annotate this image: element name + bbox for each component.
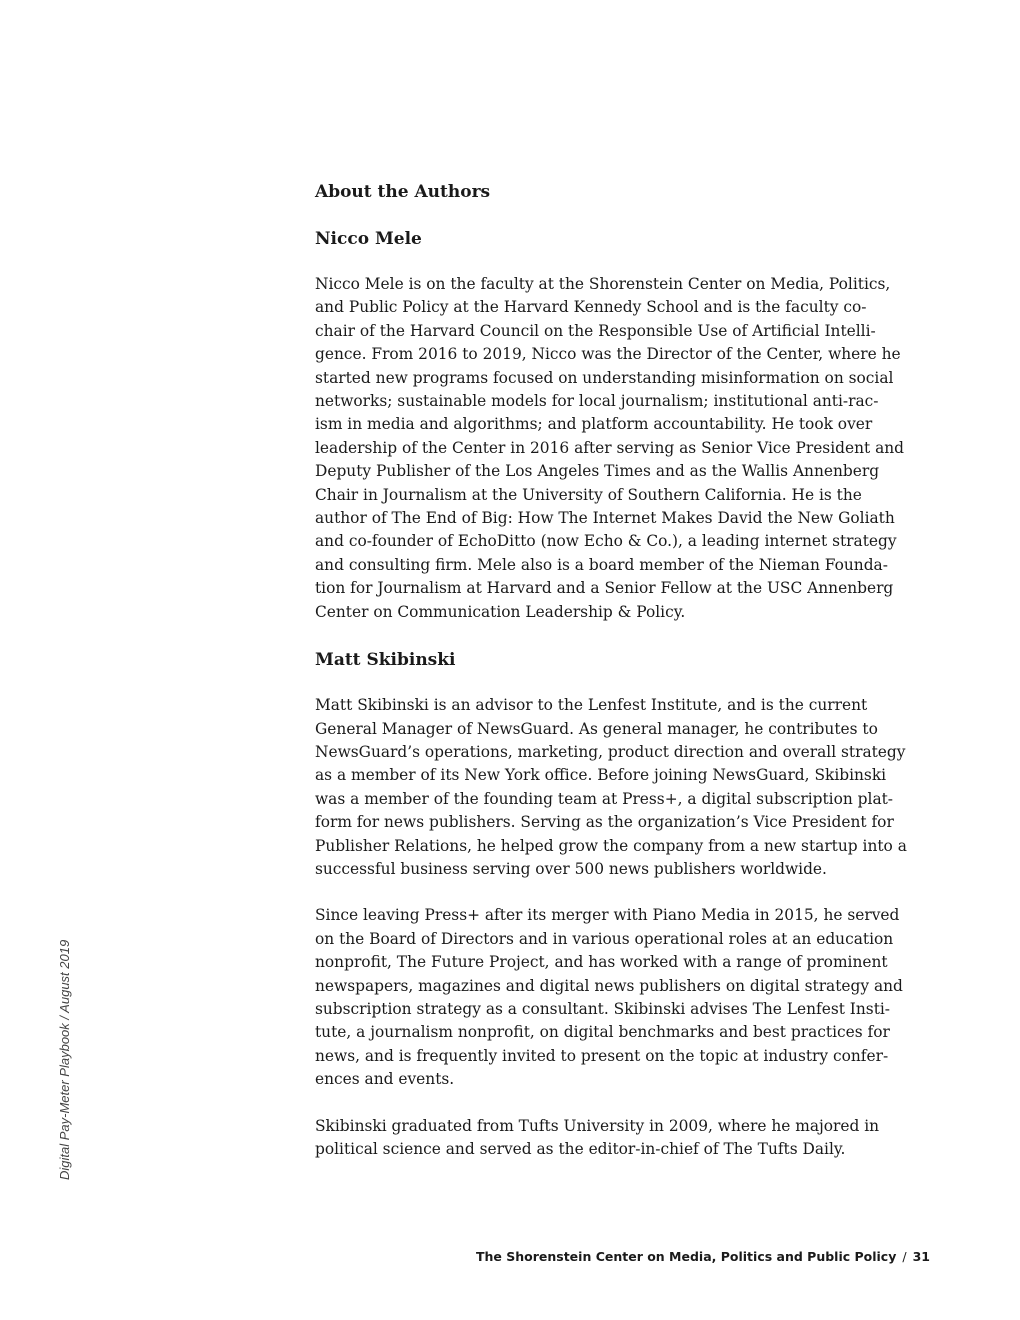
text-line: tion for Journalism at Harvard and a Senior Fellow at the USC Annenberg: [315, 579, 894, 598]
text-line: was a member of the founding team at Press+, a digital subscription plat-: [315, 789, 894, 808]
text-line: and co-founder of EchoDitto (now Echo & Co.), a leading internet strategy: [315, 532, 897, 551]
publication-date: August 2019: [57, 939, 72, 1013]
publication-title: Digital Pay-Meter Playbook: [57, 1023, 72, 1180]
text-line: Chair in Journalism at the University of Southern California. He is the: [315, 485, 862, 504]
footer-organization: The Shorenstein Center on Media, Politics and Public Policy: [475, 1249, 897, 1264]
section-title: About the Authors: [315, 182, 491, 202]
text-line: ences and events.: [315, 1070, 455, 1089]
text-line: as a member of its New York office. Before joining NewsGuard, Skibinski: [315, 766, 887, 785]
footer-separator: /: [902, 1249, 907, 1264]
text-line: started new programs focused on understanding misinformation on social: [315, 368, 894, 387]
page-footer: [476, 1249, 930, 1264]
text-line: Since leaving Press+ after its merger with Piano Media in 2015, he served: [315, 906, 900, 925]
text-line: leadership of the Center in 2016 after serving as Senior Vice President and: [315, 438, 905, 457]
text-line: General Manager of NewsGuard. As general manager, he contributes to: [315, 719, 878, 738]
text-line: Center on Communication Leadership & Policy.: [315, 602, 686, 621]
text-line: NewsGuard’s operations, marketing, product direction and overall strategy: [315, 742, 906, 761]
credit-separator: /: [57, 1015, 72, 1020]
text-line: successful business serving over 500 news publishers worldwide.: [315, 859, 827, 878]
text-line: networks; sustainable models for local journalism; institutional anti-rac-: [315, 392, 879, 411]
text-line: chair of the Harvard Council on the Responsible Use of Artificial Intelli-: [315, 321, 876, 340]
bio-paragraph-matt-skibinski-3: [315, 1115, 933, 1162]
text-line: newspapers, magazines and digital news publishers on digital strategy and: [315, 976, 903, 995]
text-line: nonprofit, The Future Project, and has worked with a range of prominent: [315, 953, 888, 972]
main-content: [315, 179, 933, 1184]
text-line: and Public Policy at the Harvard Kennedy School and is the faculty co-: [315, 298, 867, 317]
bio-paragraph-matt-skibinski-2: [315, 904, 933, 1091]
bio-paragraph-matt-skibinski-1: [315, 694, 933, 881]
publication-credit: [57, 940, 72, 1180]
text-line: tute, a journalism nonprofit, on digital benchmarks and best practices for: [315, 1023, 890, 1042]
text-line: on the Board of Directors and in various operational roles at an education: [315, 929, 894, 948]
text-line: Skibinski graduated from Tufts University in 2009, where he majored in: [315, 1116, 880, 1135]
text-line: gence. From 2016 to 2019, Nicco was the Director of the Center, where he: [315, 345, 901, 364]
text-line: subscription strategy as a consultant. Skibinski advises The Lenfest Insti-: [315, 999, 890, 1018]
text-line: Deputy Publisher of the Los Angeles Times and as the Wallis Annenberg: [315, 462, 880, 481]
text-line: political science and served as the editor-in-chief of The Tufts Daily.: [315, 1140, 846, 1158]
text-line: Matt Skibinski is an advisor to the Lenfest Institute, and is the current: [315, 696, 868, 715]
author-name-matt-skibinski: Matt Skibinski: [315, 650, 456, 671]
text-line: form for news publishers. Serving as the organization’s Vice President for: [315, 813, 894, 832]
text-line: Publisher Relations, he helped grow the company from a new startup into a: [315, 836, 907, 855]
text-line: and consulting firm. Mele also is a board member of the Nieman Founda-: [315, 555, 888, 574]
text-line: author of The End of Big: How The Internet Makes David the New Goliath: [315, 509, 895, 528]
author-name-nicco-mele: Nicco Mele: [315, 229, 422, 249]
bio-paragraph-nicco-mele: [315, 273, 933, 624]
text-line: news, and is frequently invited to present on the topic at industry confer-: [315, 1046, 889, 1065]
text-line: Nicco Mele is on the faculty at the Shorenstein Center on Media, Politics,: [315, 275, 891, 293]
text-line: ism in media and algorithms; and platform accountability. He took over: [315, 415, 873, 434]
page-number: 31: [912, 1249, 930, 1264]
